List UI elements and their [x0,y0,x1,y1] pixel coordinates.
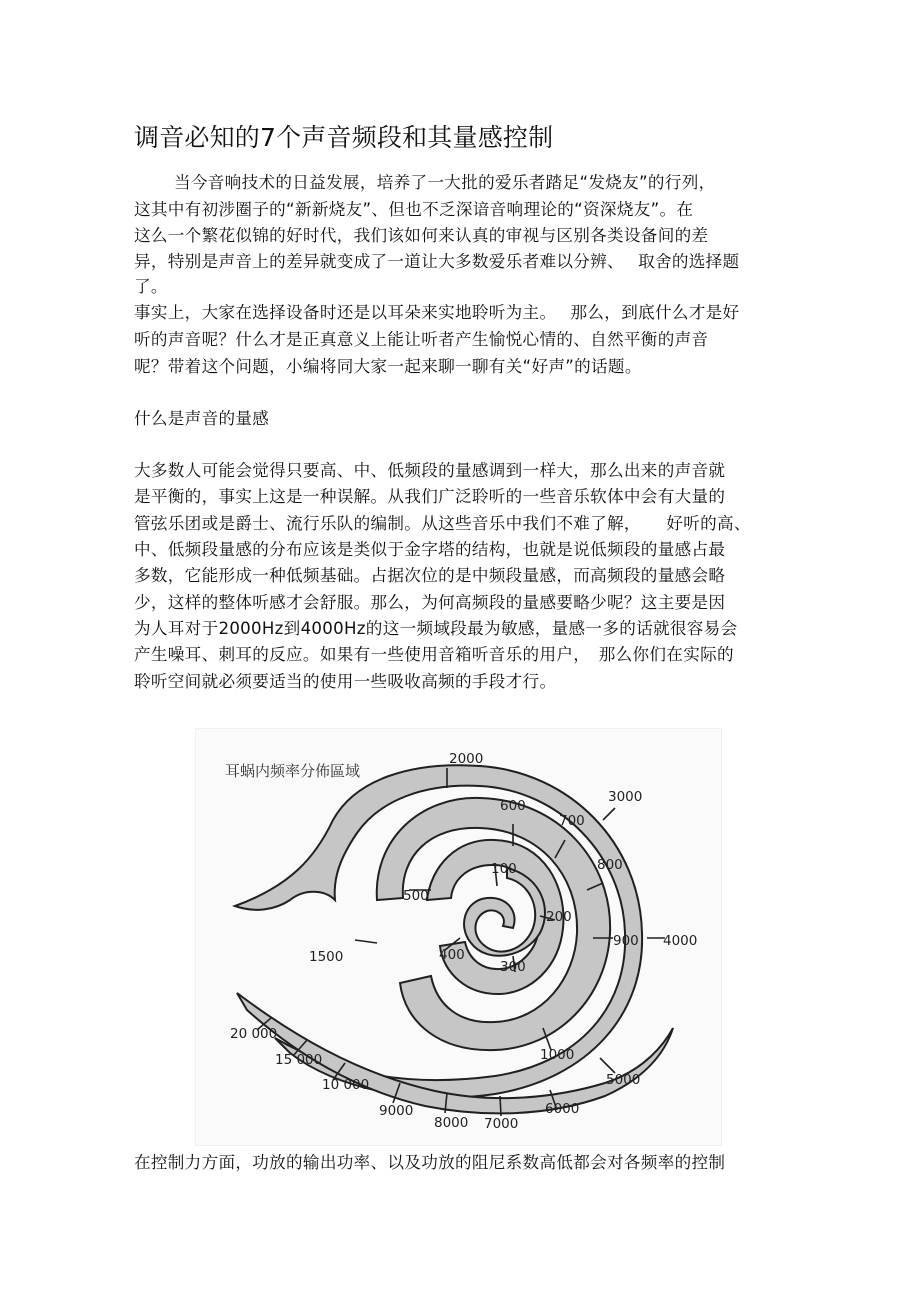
label-2000: 2000 [449,751,484,767]
label-3000: 3000 [608,789,643,805]
paragraph-line: 为人耳对于2000Hz到4000Hz的这一频域段最为敏感，量感一多的话就很容易会 [134,619,738,638]
paragraph-line: 少，这样的整体听感才会舒服。那么，为何高频段的量感要略少呢？这主要是因 [134,593,726,612]
label-9000: 9000 [379,1103,414,1119]
paragraph-line: 在控制力方面，功放的输出功率、以及功放的阻尼系数高低都会对各频率的控制 [134,1153,726,1172]
paragraph-line: 管弦乐团或是爵士、流行乐队的编制。从这些音乐中我们不难了解， 好听的高、 [134,514,751,533]
paragraph-line: 了。 [134,277,168,296]
label-15000: 15 000 [275,1052,323,1068]
label-1500: 1500 [309,949,344,965]
section-heading: 什么是声音的量感 [134,409,270,428]
label-900: 900 [613,933,639,949]
label-200: 200 [546,909,572,925]
label-700: 700 [559,813,585,829]
label-5000: 5000 [606,1072,641,1088]
label-6000: 6000 [545,1101,580,1117]
label-8000: 8000 [434,1115,469,1131]
paragraph-line: 多数，它能形成一种低频基础。占据次位的是中频段量感，而高频段的量感会略 [134,566,726,585]
paragraph-line: 异，特别是声音上的差异就变成了一道让大多数爱乐者难以分辨、 取舍的选择题 [134,252,740,271]
label-20000: 20 000 [230,1026,278,1042]
label-7000: 7000 [484,1116,519,1132]
figure-title: 耳蜗内频率分佈區域 [225,762,361,780]
label-1000: 1000 [540,1047,575,1063]
label-10000: 10 000 [322,1077,370,1093]
paragraph-line: 事实上，大家在选择设备时还是以耳朵来实地聆听为主。 那么，到底什么才是好 [134,303,740,322]
label-500: 500 [403,888,429,904]
label-100: 100 [491,861,517,877]
paragraph-line: 是平衡的，事实上这是一种误解。从我们广泛聆听的一些音乐软体中会有大量的 [134,487,726,506]
label-300: 300 [500,959,526,975]
paragraph-line: 听的声音呢？什么才是正真意义上能让听者产生愉悦心情的、自然平衡的声音 [134,330,709,349]
label-400: 400 [439,947,465,963]
paragraph-line: 这么一个繁花似锦的好时代，我们该如何来认真的审视与区别各类设备间的差 [134,226,709,245]
label-4000: 4000 [663,933,698,949]
paragraph-line: 这其中有初涉圈子的“新新烧友”、但也不乏深谙音响理论的“资深烧友”。在 [134,200,694,219]
paragraph-line: 产生噪耳、刺耳的反应。如果有一些使用音箱听音乐的用户， 那么你们在实际的 [134,645,734,664]
paragraph-line: 呢？带着这个问题，小编将同大家一起来聊一聊有关“好声”的话题。 [134,357,642,376]
article-title: 调音必知的7个声音频段和其量感控制 [134,123,554,152]
cochlea-diagram [195,728,722,1146]
paragraph-line: 大多数人可能会觉得只要高、中、低频段的量感调到一样大，那么出来的声音就 [134,461,726,480]
paragraph-line: 聆听空间就必须要适当的使用一些吸收高频的手段才行。 [134,672,557,691]
tick-7000 [500,1096,501,1116]
label-600: 600 [500,798,526,814]
paragraph-line: 当今音响技术的日益发展，培养了一大批的爱乐者踏足“发烧友”的行列， [174,173,716,192]
paragraph-line: 中、低频段量感的分布应该是类似于金字塔的结构，也就是说低频段的量感占最 [134,540,726,559]
cochlea-figure [195,728,722,1146]
label-800: 800 [597,857,623,873]
